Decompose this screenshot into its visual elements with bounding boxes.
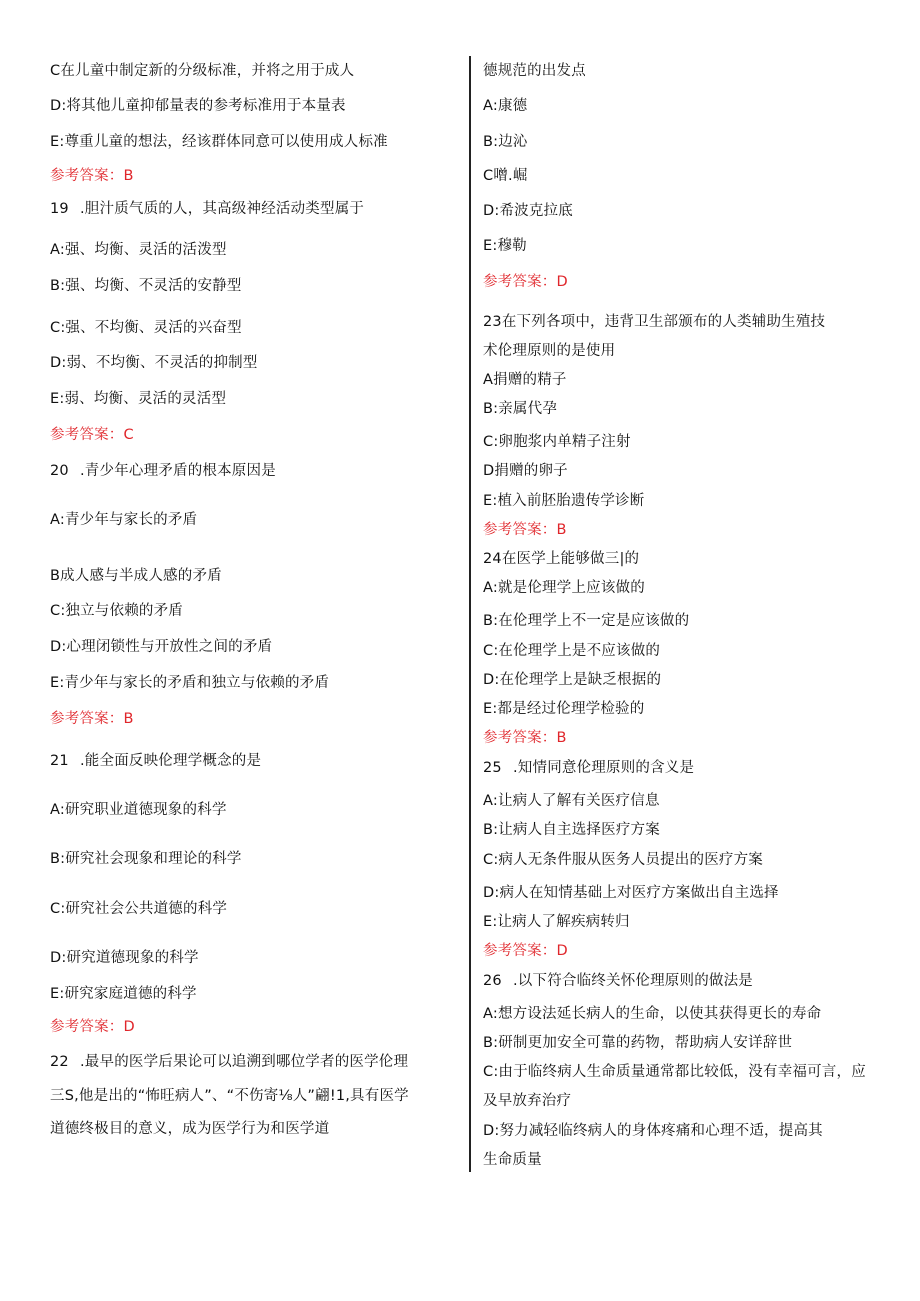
- q24-option-c: C:在伦理学上是不应该做的: [483, 643, 661, 659]
- q26-option-c-line-2: 及早放弃治疗: [483, 1093, 572, 1109]
- q20-number: 20: [50, 463, 69, 479]
- q20-option-b: B成人感与半成人感的矛盾: [50, 568, 222, 584]
- q23-stem-line-2: 术伦理原则的是使用: [483, 343, 616, 359]
- q21-option-a: A:研究职业道德现象的科学: [50, 802, 227, 818]
- q22-text: .最早的医学后果论可以追溯到哪位学者的医学伦理: [80, 1054, 409, 1070]
- q25-stem: [483, 758, 694, 778]
- q19-number: 19: [50, 201, 69, 217]
- q26-text: .以下符合临终关怀伦理原则的做法是: [513, 973, 754, 989]
- q26-option-c-line-1: C:由于临终病人生命质量通常都比较低，没有幸福可言，应: [483, 1064, 866, 1080]
- q25-option-a: A:让病人了解有关医疗信息: [483, 793, 660, 809]
- q23-answer: 参考答案：B: [483, 522, 567, 538]
- q18-option-d: D:将其他儿童抑郁量表的参考标准用于本量表: [50, 98, 346, 114]
- q23-option-c: C:卵胞浆内单精子注射: [483, 434, 631, 450]
- q19-text: .胆汁质气质的人，其高级神经活动类型属于: [80, 201, 365, 217]
- q23-option-b: B:亲属代孕: [483, 401, 558, 417]
- q20-answer: 参考答案：B: [50, 711, 134, 727]
- q21-stem: [50, 751, 261, 771]
- q20-text: .青少年心理矛盾的根本原因是: [80, 463, 276, 479]
- q22-stem-line-3: 道德终极目的意义，成为医学行为和医学道: [50, 1121, 330, 1137]
- q21-option-d: D:研究道德现象的科学: [50, 950, 199, 966]
- q26-number: 26: [483, 973, 502, 989]
- q20-option-e: E:青少年与家长的矛盾和独立与依赖的矛盾: [50, 675, 330, 691]
- q20-option-c: C:独立与依赖的矛盾: [50, 603, 184, 619]
- q19-option-d: D:弱、不均衡、不灵活的抑制型: [50, 355, 258, 371]
- q22-option-e: E:穆勒: [483, 238, 527, 254]
- q22-option-c: C噌.崛: [483, 168, 528, 184]
- q26-option-d-line-1: D:努力减轻临终病人的身体疼痛和心理不适，提高其: [483, 1123, 823, 1139]
- q22-answer: 参考答案：D: [483, 274, 568, 290]
- q22-option-b: B:边沁: [483, 134, 528, 150]
- q23-option-a: A捐赠的精子: [483, 372, 567, 388]
- q25-option-e: E:让病人了解疾病转归: [483, 914, 630, 930]
- q22-option-a: A:康德: [483, 98, 528, 114]
- q25-number: 25: [483, 760, 502, 776]
- q19-stem: [50, 199, 364, 219]
- q19-answer: 参考答案：C: [50, 427, 134, 443]
- q25-option-b: B:让病人自主选择医疗方案: [483, 822, 660, 838]
- q26-option-a: A:想方设法延长病人的生命，以使其获得更长的寿命: [483, 1006, 822, 1022]
- q24-option-a: A:就是伦理学上应该做的: [483, 580, 645, 596]
- q26-option-b: B:研制更加安全可靠的药物，帮助病人安详辞世: [483, 1035, 793, 1051]
- q18-answer: 参考答案：B: [50, 168, 134, 184]
- q25-option-d: D:病人在知情基础上对医疗方案做出自主选择: [483, 885, 779, 901]
- q21-option-c: C:研究社会公共道德的科学: [50, 901, 228, 917]
- q26-option-d-line-2: 生命质量: [483, 1152, 542, 1168]
- q24-option-d: D:在伦理学上是缺乏根据的: [483, 672, 662, 688]
- column-divider: [469, 56, 471, 1172]
- q24-stem: 24在医学上能够做三|的: [483, 551, 640, 567]
- q19-option-e: E:弱、均衡、灵活的灵活型: [50, 391, 227, 407]
- q25-text: .知情同意伦理原则的含义是: [513, 760, 695, 776]
- q23-stem-line-1: 23在下列各项中，违背卫生部颁布的人类辅助生殖技: [483, 314, 826, 330]
- q20-stem: [50, 461, 276, 481]
- q22-stem-line-4: 德规范的出发点: [483, 63, 586, 79]
- q21-number: 21: [50, 753, 69, 769]
- q22-stem-line-2: 三S,他是出的“怖旺病人”、“不伤寄⅛人”翩!1,具有医学: [50, 1088, 409, 1104]
- q18-option-c: C在儿童中制定新的分级标准，并将之用于成人: [50, 63, 355, 79]
- q19-option-a: A:强、均衡、灵活的活泼型: [50, 242, 227, 258]
- q20-option-d: D:心理闭锁性与开放性之间的矛盾: [50, 639, 273, 655]
- q19-option-b: B:强、均衡、不灵活的安静型: [50, 278, 242, 294]
- q25-answer: 参考答案：D: [483, 943, 568, 959]
- q21-text: .能全面反映伦理学概念的是: [80, 753, 262, 769]
- q18-option-e: E:尊重儿童的想法，经该群体同意可以使用成人标准: [50, 134, 388, 150]
- q24-option-b: B:在伦理学上不一定是应该做的: [483, 613, 690, 629]
- q22-stem-line-1: [50, 1052, 408, 1072]
- q25-option-c: C:病人无条件服从医务人员提出的医疗方案: [483, 852, 764, 868]
- q21-answer: 参考答案：D: [50, 1019, 135, 1035]
- q21-option-e: E:研究家庭道德的科学: [50, 986, 197, 1002]
- q22-number: 22: [50, 1054, 69, 1070]
- q23-option-d: D捐赠的卵子: [483, 463, 568, 479]
- q24-option-e: E:都是经过伦理学检验的: [483, 701, 645, 717]
- q21-option-b: B:研究社会现象和理论的科学: [50, 851, 242, 867]
- q26-stem: [483, 971, 753, 991]
- q23-option-e: E:植入前胚胎遗传学诊断: [483, 493, 645, 509]
- q20-option-a: A:青少年与家长的矛盾: [50, 512, 198, 528]
- q22-option-d: D:希波克拉底: [483, 203, 573, 219]
- q19-option-c: C:强、不均衡、灵活的兴奋型: [50, 320, 242, 336]
- q24-answer: 参考答案：B: [483, 730, 567, 746]
